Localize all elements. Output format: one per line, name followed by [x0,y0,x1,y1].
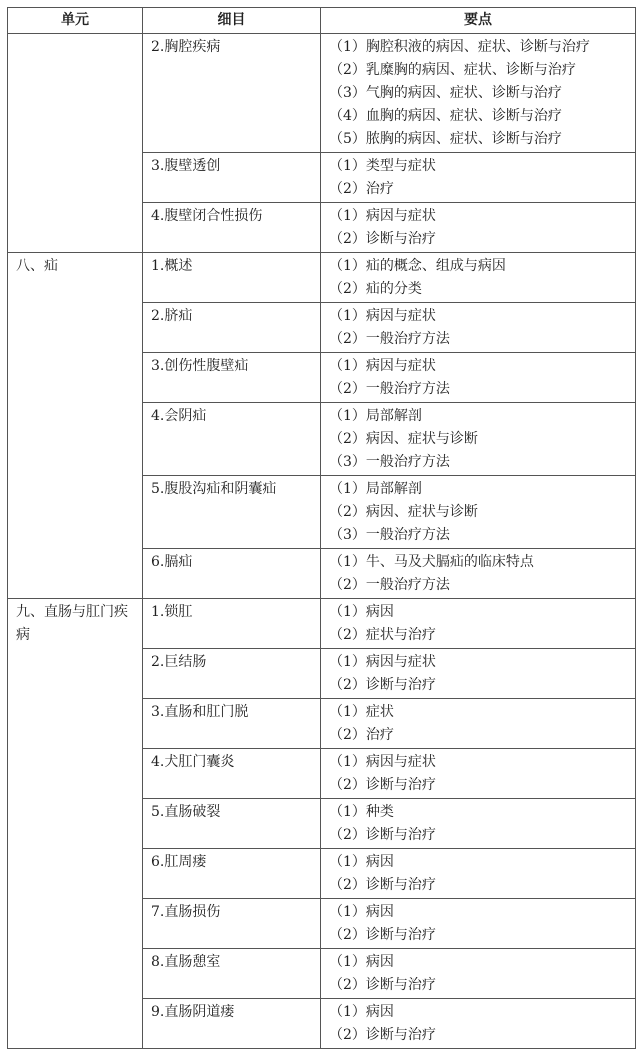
points-cell [321,799,636,849]
point-item: （2）诊断与治疗 [329,977,436,993]
point-item: （2）疝的分类 [329,281,422,297]
item-cell [143,949,321,999]
item-label: 2.胸腔疾病 [151,39,221,55]
header-points: 要点 [321,8,636,34]
item-cell [143,649,321,699]
unit-label-line: 病 [16,627,30,643]
point-item: （2）诊断与治疗 [329,1027,436,1043]
point-item: （1）局部解剖 [329,408,422,424]
point-item: （1）局部解剖 [329,481,422,497]
syllabus-table [7,7,636,1049]
point-item: （1）胸腔积液的病因、症状、诊断与治疗 [329,39,590,55]
point-item: （1）病因 [329,954,394,970]
item-cell [143,403,321,476]
points-cell [321,303,636,353]
table-body [8,34,636,1049]
point-item: （1）症状 [329,704,394,720]
unit-cell [8,34,143,253]
item-label: 3.腹壁透创 [151,158,221,174]
point-item: （2）诊断与治疗 [329,927,436,943]
item-cell [143,353,321,403]
point-item: （1）病因与症状 [329,358,436,374]
unit-label-line: 九、直肠与肛门疾 [16,604,128,620]
item-label: 1.锁肛 [151,604,193,620]
points-cell [321,999,636,1049]
item-label: 6.膈疝 [151,554,193,570]
item-cell [143,153,321,203]
points-cell [321,253,636,303]
point-item: （1）病因与症状 [329,308,436,324]
point-item: （1）病因与症状 [329,654,436,670]
points-cell [321,749,636,799]
points-cell [321,849,636,899]
point-item: （1）病因 [329,604,394,620]
item-cell [143,849,321,899]
point-item: （5）脓胸的病因、症状、诊断与治疗 [329,131,562,147]
points-cell [321,353,636,403]
item-cell [143,599,321,649]
point-item: （2）诊断与治疗 [329,877,436,893]
header-item: 细目 [143,8,321,34]
point-item: （2）病因、症状与诊断 [329,504,478,520]
points-cell [321,34,636,153]
item-label: 3.直肠和肛门脱 [151,704,249,720]
point-item: （3）一般治疗方法 [329,527,450,543]
point-item: （1）病因与症状 [329,208,436,224]
point-item: （2）诊断与治疗 [329,231,436,247]
item-label: 2.巨结肠 [151,654,207,670]
point-item: （1）类型与症状 [329,158,436,174]
point-item: （3）气胸的病因、症状、诊断与治疗 [329,85,562,101]
item-cell [143,34,321,153]
point-item: （3）一般治疗方法 [329,454,450,470]
point-item: （2）病因、症状与诊断 [329,431,478,447]
point-item: （2）一般治疗方法 [329,577,450,593]
point-item: （1）牛、马及犬膈疝的临床特点 [329,554,534,570]
item-label: 9.直肠阴道瘘 [151,1004,235,1020]
item-label: 2.脐疝 [151,308,193,324]
point-item: （1）病因 [329,854,394,870]
item-label: 4.腹壁闭合性损伤 [151,208,263,224]
point-item: （2）一般治疗方法 [329,381,450,397]
item-cell [143,699,321,749]
item-label: 7.直肠损伤 [151,904,221,920]
point-item: （1）病因 [329,1004,394,1020]
point-item: （1）种类 [329,804,394,820]
item-label: 4.会阴疝 [151,408,207,424]
point-item: （2）诊断与治疗 [329,777,436,793]
item-cell [143,303,321,353]
unit-label: 八、疝 [16,258,58,274]
point-item: （1）病因 [329,904,394,920]
table-row [8,599,636,649]
point-item: （2）症状与治疗 [329,627,436,643]
header-unit: 单元 [8,8,143,34]
item-label: 5.直肠破裂 [151,804,221,820]
points-cell [321,153,636,203]
item-cell [143,749,321,799]
point-item: （4）血胸的病因、症状、诊断与治疗 [329,108,562,124]
point-item: （2）诊断与治疗 [329,677,436,693]
point-item: （1）病因与症状 [329,754,436,770]
item-cell [143,476,321,549]
table-row [8,253,636,303]
item-cell [143,253,321,303]
points-cell [321,403,636,476]
item-cell [143,899,321,949]
table-row [8,34,636,153]
unit-cell [8,599,143,1049]
item-label: 3.创伤性腹壁疝 [151,358,249,374]
item-cell [143,549,321,599]
point-item: （2）诊断与治疗 [329,827,436,843]
points-cell [321,203,636,253]
point-item: （2）一般治疗方法 [329,331,450,347]
points-cell [321,549,636,599]
item-label: 4.犬肛门囊炎 [151,754,235,770]
item-label: 8.直肠憩室 [151,954,221,970]
item-cell [143,799,321,849]
syllabus-page [7,7,635,1049]
item-label: 6.肛周瘘 [151,854,207,870]
points-cell [321,949,636,999]
unit-cell [8,253,143,599]
point-item: （2）治疗 [329,727,394,743]
point-item: （2）乳糜胸的病因、症状、诊断与治疗 [329,62,576,78]
item-cell [143,203,321,253]
points-cell [321,476,636,549]
point-item: （1）疝的概念、组成与病因 [329,258,506,274]
item-label: 5.腹股沟疝和阴囊疝 [151,481,277,497]
point-item: （2）治疗 [329,181,394,197]
item-cell [143,999,321,1049]
item-label: 1.概述 [151,258,193,274]
header-row [8,8,636,34]
points-cell [321,649,636,699]
points-cell [321,899,636,949]
points-cell [321,699,636,749]
points-cell [321,599,636,649]
